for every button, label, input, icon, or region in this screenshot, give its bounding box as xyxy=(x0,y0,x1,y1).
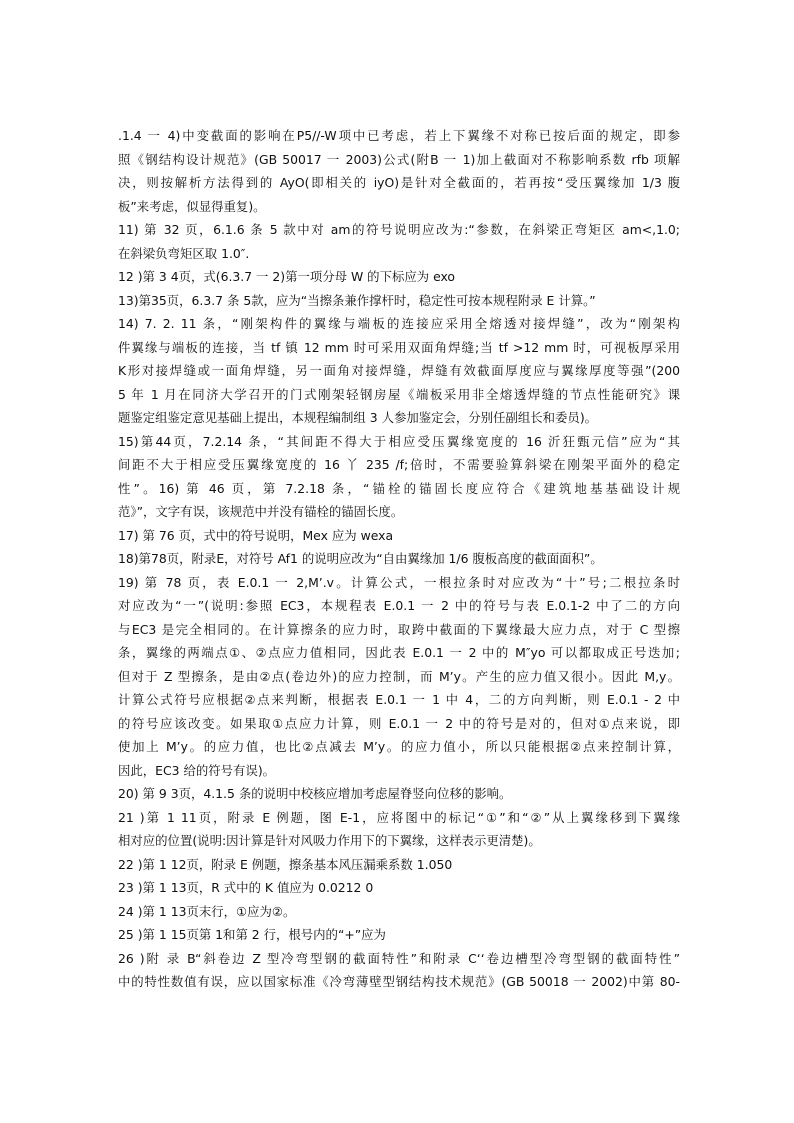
text-line: 18)第78页，附录E，对符号 Af1 的说明应改为“自由翼缘加 1/6 腹板高度的截面面积”。 xyxy=(118,551,603,566)
text-line: 5 年 1 月在同济大学召开的门式刚架轻钢房屋《端板采用非全熔透焊缝的节点性能研究》课 xyxy=(118,386,680,402)
text-line: 但对于 Z 型擦条，是由②点(卷边外)的应力控制，而 M’y。产生的应力值又很小。因此 M,y。 xyxy=(118,668,680,684)
text-line: 13)第35页，6.3.7 条 5款，应为“当擦条兼作撑杆时，稳定性可按本规程附录 E 计算。” xyxy=(118,292,596,308)
text-line: 20) 第 9 3页，4.1.5 条的说明中校核应增加考虑屋脊竖向位移的影响。 xyxy=(118,786,512,801)
text-line: 使加上 M’y。的应力值，也比②点减去 M’y。的应力值小，所以只能根据②点来控制计算， xyxy=(118,739,680,754)
text-line: 件翼缘与端板的连接，当 tf 镇 12 mm 时可采用双面角焊缝;当 tf >12 mm 时，可视板厚采用 xyxy=(118,339,680,355)
text-line: 11) 第 32 页，6.1.6 条 5 款中对 am的符号说明应改为:“参数，在斜梁正弯矩区 am<,1.0; xyxy=(118,222,680,237)
text-line: 在斜梁负弯矩区取 1.0″. xyxy=(118,245,250,261)
text-line: 22 )第 1 12页，附录 E 例题，擦条基本风压漏乘系数 1.050 xyxy=(118,856,453,872)
text-line: 中的特性数值有误，应以国家标准《冷弯薄壁型钢结构技术规范》(GB 50018 一 2002)中第 80- xyxy=(118,974,680,989)
text-line: 21 )第 1 11页，附录 E 例题，图 E-1，应将图中的标记“①”和“②”从上翼缘移到下翼缘 xyxy=(118,809,680,825)
text-line: 照《钢结构设计规范》(GB 50017 一 2003)公式(附B 一 1)加上截面对不称影响系数 rfb 项解 xyxy=(118,151,680,167)
text-line: 对应改为“一”(说明:参照 EC3，本规程表 E.0.1 一 2 中的符号与表 E.0.1-2 中了二的方向 xyxy=(118,598,680,613)
document-body xyxy=(118,124,680,994)
text-line: 计算公式符号应根据②点来判断，根据表 E.0.1 一 1 中 4，二的方向判断，则 E.0.1 - 2 中 xyxy=(118,692,680,707)
text-line: 15)第44页，7.2.14 条，“其间距不得大于相应受压翼缘宽度的 16 沂狂甄元信”应为“其 xyxy=(118,433,680,449)
text-line: 性”。16) 第 46 页，第 7.2.18 条，“锚栓的锚固长度应符合《建筑地基基础设计规 xyxy=(118,480,680,496)
text-line: 题鉴定组鉴定意见基础上提出，本规程编制组 3 人参加鉴定会，分别任副组长和委员)。 xyxy=(118,410,598,425)
text-line: 因此，EC3 给的符号有误)。 xyxy=(118,762,276,778)
text-line: 25 )第 1 15页第 1和第 2 行，根号内的“+”应为 xyxy=(118,927,386,942)
text-line: 相对应的位置(说明:因计算是针对风吸力作用下的下翼缘，这样表示更清楚)。 xyxy=(118,833,541,848)
text-line: 26 )附 录 B“斜卷边 Z 型冷弯型钢的截面特性”和附录 C‘‘卷边槽型冷弯型钢的截面特性” xyxy=(118,950,680,966)
text-line: 范》”，文字有误，该规范中并没有锚栓的锚固长度。 xyxy=(118,504,404,519)
text-line: 的符号应该改变。如果取①点应力计算，则 E.0.1 一 2 中的符号是对的，但对①点来说，即 xyxy=(118,715,680,731)
text-line: 12 )第 3 4页，式(6.3.7 一 2)第一项分母 W 的下标应为 exo xyxy=(118,269,456,284)
text-line: 板”来考虑，似显得重复)。 xyxy=(118,198,266,214)
text-line: 与EC3 是完全相同的。在计算擦条的应力时，取跨中截面的下翼缘最大应力点，对于 C 型擦 xyxy=(118,621,680,637)
text-line: 24 )第 1 13页末行，①应为②。 xyxy=(118,903,296,919)
text-line: 17) 第 76 页，式中的符号说明，Mex 应为 wexa xyxy=(118,527,394,543)
text-line: 条，翼缘的两端点①、②点应力值相同，因此表 E.0.1 一 2 中的 M″yo 可以都取成正号迭加; xyxy=(118,645,680,660)
text-line: 23 )第 1 13页，R 式中的 K 值应为 0.0212 0 xyxy=(118,880,374,895)
text-line: 间距不大于相应受压翼缘宽度的 16 丫 235 /f;倍时，不需要验算斜梁在刚架平面外的稳定 xyxy=(118,457,680,472)
text-line: 19) 第 78 页，表 E.0.1 一 2,M’.v。计算公式，一根拉条时对应改为“十”号;二根拉条时 xyxy=(118,574,680,590)
text-line: .1.4 一 4)中变截面的影响在P5//-W项中已考虑，若上下翼缘不对称已按后面的规定，即参 xyxy=(118,128,680,143)
text-line: 14) 7. 2. 11 条，“刚架构件的翼缘与端板的连接应采用全熔透对接焊缝”，改为“刚架构 xyxy=(118,316,680,331)
text-line: K形对接焊缝或一面角焊缝，另一面角对接焊缝，焊缝有效截面厚度应与翼缘厚度等强”(200 xyxy=(118,363,680,378)
text-line: 决，则按解析方法得到的 AyO(即相关的 iyO)是针对全截面的，若再按“受压翼缘加 1/3 腹 xyxy=(118,175,680,190)
